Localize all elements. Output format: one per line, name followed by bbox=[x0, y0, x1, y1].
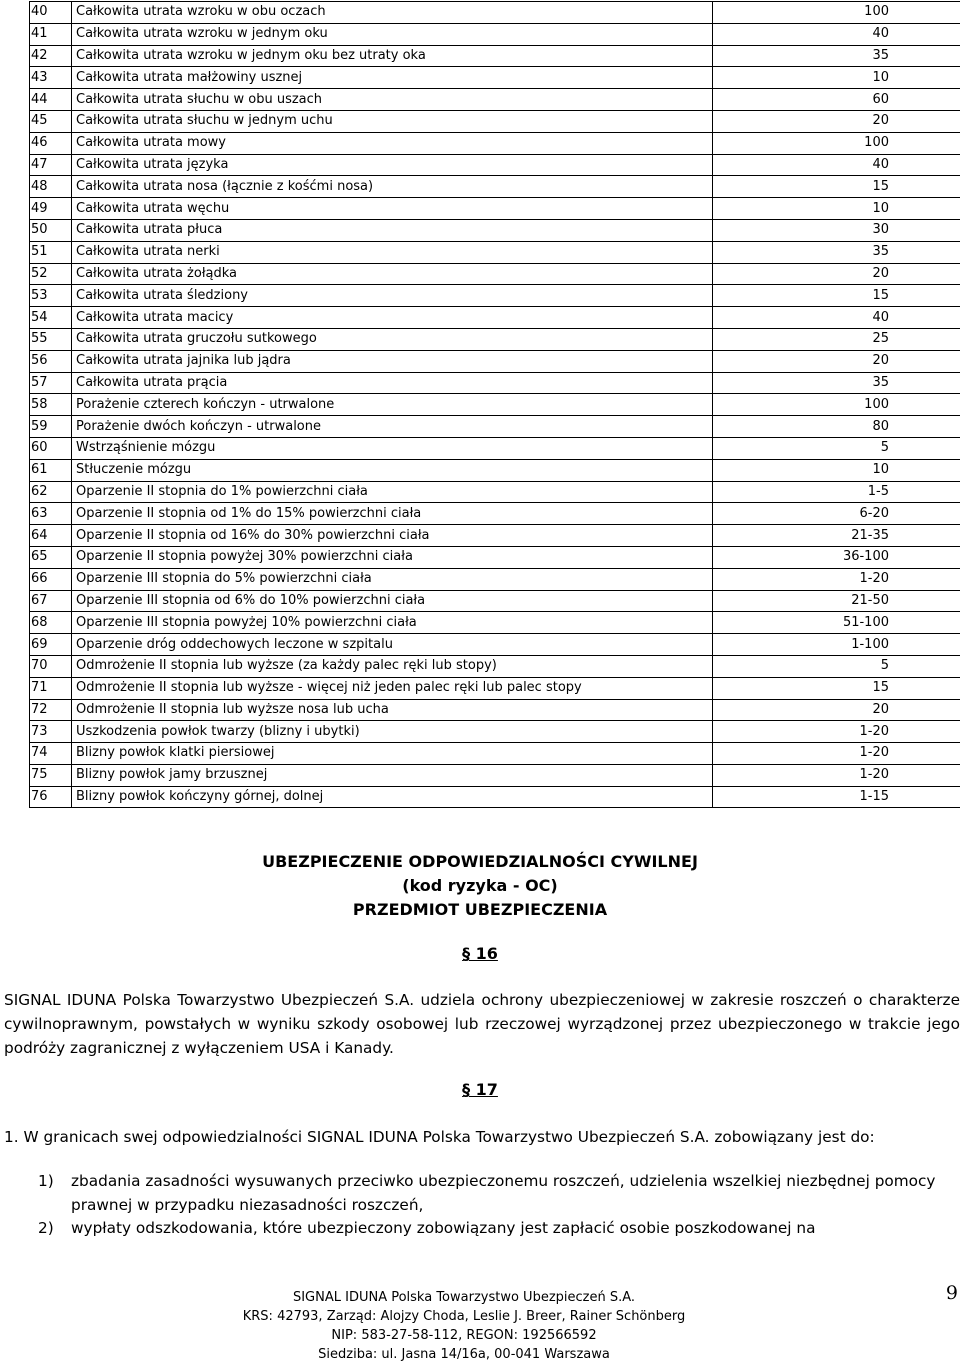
row-number: 48 bbox=[30, 176, 72, 198]
row-number: 70 bbox=[30, 655, 72, 677]
row-number: 58 bbox=[30, 394, 72, 416]
row-number: 55 bbox=[30, 328, 72, 350]
percentage-value: 10 bbox=[713, 459, 960, 481]
row-number: 68 bbox=[30, 612, 72, 634]
table-row bbox=[30, 23, 960, 45]
injury-description: Całkowita utrata macicy bbox=[72, 307, 713, 329]
paragraph-17-intro: 1. W granicach swej odpowiedzialności SIGNAL IDUNA Polska Towarzystwo Ubezpieczeń S.A. zobowiązany jest do: bbox=[4, 1125, 960, 1149]
injury-description: Odmrożenie II stopnia lub wyższe nosa lub ucha bbox=[72, 699, 713, 721]
percentage-value: 40 bbox=[713, 154, 960, 176]
percentage-value: 35 bbox=[713, 241, 960, 263]
row-number: 60 bbox=[30, 437, 72, 459]
injury-description: Oparzenie II stopnia powyżej 30% powierzchni ciała bbox=[72, 546, 713, 568]
injury-percentage-table bbox=[29, 1, 960, 808]
footer-nip-regon: NIP: 583-27-58-112, REGON: 192566592 bbox=[0, 1326, 928, 1345]
row-number: 40 bbox=[30, 2, 72, 24]
table-row bbox=[30, 154, 960, 176]
injury-description: Stłuczenie mózgu bbox=[72, 459, 713, 481]
table-row bbox=[30, 67, 960, 89]
section-heading-line-1: UBEZPIECZENIE ODPOWIEDZIALNOŚCI CYWILNEJ bbox=[0, 852, 960, 871]
injury-percentage-table-wrapper bbox=[29, 1, 899, 808]
percentage-value: 1-20 bbox=[713, 568, 960, 590]
table-row bbox=[30, 634, 960, 656]
percentage-value: 35 bbox=[713, 372, 960, 394]
percentage-value: 100 bbox=[713, 2, 960, 24]
table-row bbox=[30, 219, 960, 241]
row-number: 66 bbox=[30, 568, 72, 590]
percentage-value: 60 bbox=[713, 89, 960, 111]
table-row bbox=[30, 45, 960, 67]
injury-description: Oparzenie II stopnia do 1% powierzchni ciała bbox=[72, 481, 713, 503]
percentage-value: 15 bbox=[713, 677, 960, 699]
injury-description: Oparzenie III stopnia powyżej 10% powierzchni ciała bbox=[72, 612, 713, 634]
row-number: 61 bbox=[30, 459, 72, 481]
table-row bbox=[30, 677, 960, 699]
table-row bbox=[30, 263, 960, 285]
row-number: 44 bbox=[30, 89, 72, 111]
section-heading-line-2: (kod ryzyka - OC) bbox=[0, 876, 960, 895]
percentage-value: 36-100 bbox=[713, 546, 960, 568]
percentage-value: 15 bbox=[713, 285, 960, 307]
injury-description: Całkowita utrata śledziony bbox=[72, 285, 713, 307]
table-row bbox=[30, 612, 960, 634]
injury-description: Oparzenie dróg oddechowych leczone w szpitalu bbox=[72, 634, 713, 656]
injury-description: Całkowita utrata wzroku w obu oczach bbox=[72, 2, 713, 24]
table-row bbox=[30, 764, 960, 786]
injury-description: Porażenie czterech kończyn - utrwalone bbox=[72, 394, 713, 416]
injury-description: Blizny powłok klatki piersiowej bbox=[72, 743, 713, 765]
injury-description: Oparzenie II stopnia od 16% do 30% powierzchni ciała bbox=[72, 525, 713, 547]
row-number: 51 bbox=[30, 241, 72, 263]
injury-description: Całkowita utrata słuchu w jednym uchu bbox=[72, 110, 713, 132]
injury-description: Całkowita utrata prącia bbox=[72, 372, 713, 394]
injury-description: Uszkodzenia powłok twarzy (blizny i ubytki) bbox=[72, 721, 713, 743]
table-row bbox=[30, 416, 960, 438]
percentage-value: 5 bbox=[713, 655, 960, 677]
table-row bbox=[30, 372, 960, 394]
percentage-value: 5 bbox=[713, 437, 960, 459]
row-number: 76 bbox=[30, 786, 72, 808]
row-number: 54 bbox=[30, 307, 72, 329]
injury-description: Całkowita utrata słuchu w obu uszach bbox=[72, 89, 713, 111]
table-row bbox=[30, 89, 960, 111]
percentage-value: 40 bbox=[713, 23, 960, 45]
percentage-value: 1-100 bbox=[713, 634, 960, 656]
list-item-number: 2) bbox=[38, 1216, 54, 1240]
table-row bbox=[30, 568, 960, 590]
row-number: 65 bbox=[30, 546, 72, 568]
footer-address: Siedziba: ul. Jasna 14/16a, 00-041 Warszawa bbox=[0, 1345, 928, 1364]
row-number: 71 bbox=[30, 677, 72, 699]
table-body bbox=[30, 2, 960, 808]
percentage-value: 1-20 bbox=[713, 764, 960, 786]
injury-description: Całkowita utrata nerki bbox=[72, 241, 713, 263]
percentage-value: 20 bbox=[713, 350, 960, 372]
table-row bbox=[30, 176, 960, 198]
row-number: 47 bbox=[30, 154, 72, 176]
percentage-value: 21-35 bbox=[713, 525, 960, 547]
table-row bbox=[30, 525, 960, 547]
row-number: 42 bbox=[30, 45, 72, 67]
percentage-value: 10 bbox=[713, 67, 960, 89]
table-row bbox=[30, 481, 960, 503]
injury-description: Całkowita utrata nosa (łącznie z kośćmi nosa) bbox=[72, 176, 713, 198]
table-row bbox=[30, 786, 960, 808]
row-number: 57 bbox=[30, 372, 72, 394]
table-row bbox=[30, 285, 960, 307]
injury-description: Oparzenie III stopnia od 6% do 10% powierzchni ciała bbox=[72, 590, 713, 612]
percentage-value: 1-20 bbox=[713, 721, 960, 743]
row-number: 41 bbox=[30, 23, 72, 45]
table-row bbox=[30, 350, 960, 372]
table-row bbox=[30, 198, 960, 220]
row-number: 63 bbox=[30, 503, 72, 525]
list-item-text: wypłaty odszkodowania, które ubezpieczony zobowiązany jest zapłacić osobie poszkodowanej na bbox=[71, 1216, 951, 1240]
table-row bbox=[30, 699, 960, 721]
row-number: 73 bbox=[30, 721, 72, 743]
paragraph-17-mark: § 17 bbox=[0, 1080, 960, 1099]
injury-description: Całkowita utrata płuca bbox=[72, 219, 713, 241]
percentage-value: 100 bbox=[713, 132, 960, 154]
table-row bbox=[30, 241, 960, 263]
injury-description: Oparzenie II stopnia od 1% do 15% powierzchni ciała bbox=[72, 503, 713, 525]
row-number: 46 bbox=[30, 132, 72, 154]
table-row bbox=[30, 459, 960, 481]
row-number: 59 bbox=[30, 416, 72, 438]
table-row bbox=[30, 307, 960, 329]
row-number: 53 bbox=[30, 285, 72, 307]
row-number: 50 bbox=[30, 219, 72, 241]
injury-description: Całkowita utrata wzroku w jednym oku bbox=[72, 23, 713, 45]
table-row bbox=[30, 743, 960, 765]
table-row bbox=[30, 437, 960, 459]
table-row bbox=[30, 110, 960, 132]
table-row bbox=[30, 655, 960, 677]
row-number: 45 bbox=[30, 110, 72, 132]
row-number: 62 bbox=[30, 481, 72, 503]
percentage-value: 20 bbox=[713, 110, 960, 132]
table-row bbox=[30, 328, 960, 350]
percentage-value: 1-5 bbox=[713, 481, 960, 503]
row-number: 43 bbox=[30, 67, 72, 89]
row-number: 67 bbox=[30, 590, 72, 612]
injury-description: Blizny powłok jamy brzusznej bbox=[72, 764, 713, 786]
percentage-value: 35 bbox=[713, 45, 960, 67]
footer-krs: KRS: 42793, Zarząd: Alojzy Choda, Leslie J. Breer, Rainer Schönberg bbox=[0, 1307, 928, 1326]
table-row bbox=[30, 590, 960, 612]
percentage-value: 80 bbox=[713, 416, 960, 438]
injury-description: Całkowita utrata jajnika lub jądra bbox=[72, 350, 713, 372]
percentage-value: 1-15 bbox=[713, 786, 960, 808]
percentage-value: 10 bbox=[713, 198, 960, 220]
percentage-value: 51-100 bbox=[713, 612, 960, 634]
percentage-value: 20 bbox=[713, 263, 960, 285]
injury-description: Całkowita utrata gruczołu sutkowego bbox=[72, 328, 713, 350]
footer-company: SIGNAL IDUNA Polska Towarzystwo Ubezpieczeń S.A. bbox=[0, 1288, 928, 1307]
table-row bbox=[30, 721, 960, 743]
table-row bbox=[30, 394, 960, 416]
percentage-value: 40 bbox=[713, 307, 960, 329]
percentage-value: 1-20 bbox=[713, 743, 960, 765]
injury-description: Oparzenie III stopnia do 5% powierzchni ciała bbox=[72, 568, 713, 590]
percentage-value: 21-50 bbox=[713, 590, 960, 612]
percentage-value: 30 bbox=[713, 219, 960, 241]
table-row bbox=[30, 132, 960, 154]
row-number: 56 bbox=[30, 350, 72, 372]
table-row bbox=[30, 546, 960, 568]
section-heading-line-3: PRZEDMIOT UBEZPIECZENIA bbox=[0, 900, 960, 919]
injury-description: Całkowita utrata węchu bbox=[72, 198, 713, 220]
row-number: 75 bbox=[30, 764, 72, 786]
percentage-value: 25 bbox=[713, 328, 960, 350]
percentage-value: 15 bbox=[713, 176, 960, 198]
injury-description: Całkowita utrata małżowiny usznej bbox=[72, 67, 713, 89]
percentage-value: 100 bbox=[713, 394, 960, 416]
paragraph-16-mark: § 16 bbox=[0, 944, 960, 963]
row-number: 49 bbox=[30, 198, 72, 220]
injury-description: Wstrząśnienie mózgu bbox=[72, 437, 713, 459]
injury-description: Odmrożenie II stopnia lub wyższe (za każdy palec ręki lub stopy) bbox=[72, 655, 713, 677]
percentage-value: 20 bbox=[713, 699, 960, 721]
row-number: 72 bbox=[30, 699, 72, 721]
injury-description: Blizny powłok kończyny górnej, dolnej bbox=[72, 786, 713, 808]
paragraph-16-text: SIGNAL IDUNA Polska Towarzystwo Ubezpieczeń S.A. udziela ochrony ubezpieczeniowej w zakresie roszczeń o charakterze cywilnoprawnym, powstałych w wyniku szkody osobowej lub rzeczowej wyrządzonej przez ubezpieczonego w trakcie jego podróży zagranicznej z wyłączeniem USA i Kanady. bbox=[4, 988, 960, 1060]
injury-description: Całkowita utrata języka bbox=[72, 154, 713, 176]
injury-description: Całkowita utrata mowy bbox=[72, 132, 713, 154]
list-item-text: zbadania zasadności wysuwanych przeciwko ubezpieczonemu roszczeń, udzielenia wszelkiej niezbędnej pomocy prawnej w przypadku niezasadności roszczeń, bbox=[71, 1169, 951, 1217]
injury-description: Odmrożenie II stopnia lub wyższe - więcej niż jeden palec ręki lub palec stopy bbox=[72, 677, 713, 699]
page-footer bbox=[0, 1288, 928, 1364]
row-number: 52 bbox=[30, 263, 72, 285]
list-item-number: 1) bbox=[38, 1169, 54, 1193]
injury-description: Porażenie dwóch kończyn - utrwalone bbox=[72, 416, 713, 438]
row-number: 64 bbox=[30, 525, 72, 547]
percentage-value: 6-20 bbox=[713, 503, 960, 525]
injury-description: Całkowita utrata żołądka bbox=[72, 263, 713, 285]
table-row bbox=[30, 2, 960, 24]
page-number: 9 bbox=[946, 1282, 958, 1304]
injury-description: Całkowita utrata wzroku w jednym oku bez utraty oka bbox=[72, 45, 713, 67]
table-row bbox=[30, 503, 960, 525]
row-number: 74 bbox=[30, 743, 72, 765]
row-number: 69 bbox=[30, 634, 72, 656]
